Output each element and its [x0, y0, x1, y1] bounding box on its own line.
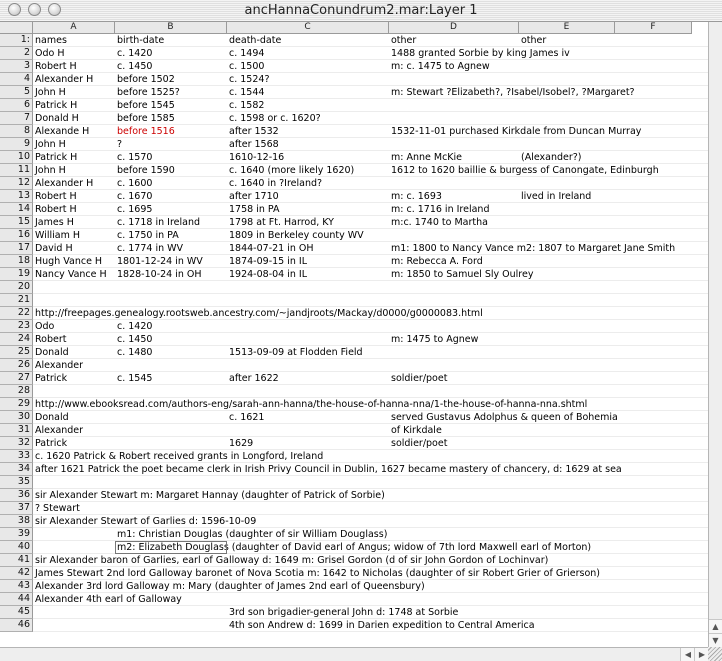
row-header[interactable]: 45: [0, 606, 33, 619]
cell-c-14[interactable]: 1758 in PA: [229, 204, 280, 215]
cell-b-27[interactable]: c. 1545: [117, 373, 153, 384]
cell-a-24[interactable]: Robert: [35, 334, 67, 345]
cell-c-7[interactable]: c. 1598 or c. 1620?: [229, 113, 321, 124]
row-header[interactable]: 3: [0, 60, 33, 73]
cell-a-7[interactable]: Donald H: [35, 113, 79, 124]
cell-a-2[interactable]: Odo H: [35, 48, 65, 59]
row-header[interactable]: 28: [0, 385, 33, 398]
cell-c-3[interactable]: c. 1500: [229, 61, 265, 72]
row-header[interactable]: 41: [0, 554, 33, 567]
cell-e-10[interactable]: (Alexander?): [521, 152, 582, 163]
row-header[interactable]: 30: [0, 411, 33, 424]
row-header[interactable]: 12: [0, 177, 33, 190]
cell-d-13[interactable]: m: c. 1693: [391, 191, 442, 202]
cell-d-24[interactable]: m: 1475 to Agnew: [391, 334, 479, 345]
cell-d-10[interactable]: m: Anne McKie: [391, 152, 463, 163]
row-header[interactable]: 6: [0, 99, 33, 112]
row-header[interactable]: 43: [0, 580, 33, 593]
cell-a-23[interactable]: Odo: [35, 321, 55, 332]
cell-b-5[interactable]: before 1525?: [117, 87, 180, 98]
cell-a-13[interactable]: Robert H: [35, 191, 77, 202]
column-header-d[interactable]: D: [389, 22, 519, 34]
cell-b-11[interactable]: before 1590: [117, 165, 175, 176]
cell-b-23[interactable]: c. 1420: [117, 321, 153, 332]
window-title: ancHannaConundrum2.mar:Layer 1: [244, 3, 478, 18]
row-header[interactable]: 13: [0, 190, 33, 203]
cell-b-24[interactable]: c. 1450: [117, 334, 153, 345]
row-header[interactable]: 21: [0, 294, 33, 307]
cell-b-4[interactable]: before 1502: [117, 74, 175, 85]
row-header[interactable]: 8: [0, 125, 33, 138]
column-header-b[interactable]: B: [115, 22, 227, 34]
row-header[interactable]: 44: [0, 593, 33, 606]
cell-a-6[interactable]: Patrick H: [35, 100, 78, 111]
cell-d-1[interactable]: other: [391, 35, 417, 46]
corner-cell[interactable]: [0, 22, 33, 34]
scroll-down-arrow-icon[interactable]: ▼: [709, 633, 722, 648]
cell-a-30[interactable]: Donald: [35, 412, 69, 423]
cell-d-19[interactable]: m: 1850 to Samuel Sly Oulrey: [391, 269, 534, 280]
cell-c-30[interactable]: c. 1621: [229, 412, 265, 423]
window-titlebar[interactable]: [0, 0, 722, 22]
cell-a-44[interactable]: Alexander 4th earl of Galloway: [35, 594, 182, 605]
scroll-right-arrow-icon[interactable]: ▶: [694, 648, 709, 661]
cell-c-5[interactable]: c. 1544: [229, 87, 265, 98]
row-header[interactable]: 35: [0, 476, 33, 489]
cell-a-8[interactable]: Alexande H: [35, 126, 90, 137]
cell-b-16[interactable]: c. 1750 in PA: [117, 230, 179, 241]
cell-d-3[interactable]: m: c. 1475 to Agnew: [391, 61, 490, 72]
cell-c-2[interactable]: c. 1494: [229, 48, 265, 59]
cell-c-9[interactable]: after 1568: [229, 139, 279, 150]
row-header[interactable]: 39: [0, 528, 33, 541]
row-header[interactable]: 29: [0, 398, 33, 411]
cell-a-1[interactable]: names: [35, 35, 67, 46]
cell-d-30[interactable]: served Gustavus Adolphus & queen of Bohemia: [391, 412, 618, 423]
cell-a-22[interactable]: http://freepages.genealogy.rootsweb.ancestry.com/~jandjroots/Mackay/d0000/g0000083.html: [35, 308, 483, 319]
cell-d-8[interactable]: 1532-11-01 purchased Kirkdale from Duncan Murray: [391, 126, 642, 137]
cell-d-5[interactable]: m: Stewart ?Elizabeth?, ?Isabel/Isobel?, ?Margaret?: [391, 87, 635, 98]
cell-a-4[interactable]: Alexander H: [35, 74, 94, 85]
cell-b-15[interactable]: c. 1718 in Ireland: [117, 217, 200, 228]
resize-grip-icon[interactable]: [708, 647, 722, 661]
row-header[interactable]: 2: [0, 47, 33, 60]
cell-a-3[interactable]: Robert H: [35, 61, 77, 72]
row-header[interactable]: 18: [0, 255, 33, 268]
cell-c-10[interactable]: 1610-12-16: [229, 152, 285, 163]
cell-d-18[interactable]: m: Rebecca A. Ford: [391, 256, 483, 267]
cell-d-32[interactable]: soldier/poet: [391, 438, 448, 449]
row-header[interactable]: 20: [0, 281, 33, 294]
column-header-e[interactable]: E: [519, 22, 615, 34]
cell-c-6[interactable]: c. 1582: [229, 100, 265, 111]
cell-d-14[interactable]: m: c. 1716 in Ireland: [391, 204, 490, 215]
row-header[interactable]: 26: [0, 359, 33, 372]
cell-b-8[interactable]: before 1516: [117, 126, 175, 137]
cell-a-16[interactable]: William H: [35, 230, 80, 241]
column-header-a[interactable]: A: [33, 22, 115, 34]
cell-a-5[interactable]: John H: [35, 87, 66, 98]
row-header[interactable]: 31: [0, 424, 33, 437]
row-header[interactable]: 17: [0, 242, 33, 255]
row-header[interactable]: 32: [0, 437, 33, 450]
row-header[interactable]: 42: [0, 567, 33, 580]
active-cell-outline: [115, 541, 227, 554]
cell-d-27[interactable]: soldier/poet: [391, 373, 448, 384]
row-header[interactable]: 7: [0, 112, 33, 125]
cell-a-42[interactable]: James Stewart 2nd lord Galloway baronet of Nova Scotia m: 1642 to Nicholas (daughter of sir Robert Grier of Grierson): [35, 568, 600, 579]
cell-a-9[interactable]: John H: [35, 139, 66, 150]
cell-c-13[interactable]: after 1710: [229, 191, 279, 202]
row-header[interactable]: 22: [0, 307, 33, 320]
cell-a-25[interactable]: Donald: [35, 347, 69, 358]
cell-c-12[interactable]: c. 1640 in ?Ireland?: [229, 178, 323, 189]
row-header[interactable]: 34: [0, 463, 33, 476]
cell-b-39[interactable]: m1: Christian Douglas (daughter of sir William Douglass): [117, 529, 388, 540]
cell-b-3[interactable]: c. 1450: [117, 61, 153, 72]
cell-c-8[interactable]: after 1532: [229, 126, 279, 137]
cell-a-31[interactable]: Alexander: [35, 425, 84, 436]
row-header[interactable]: 5: [0, 86, 33, 99]
cell-a-43[interactable]: Alexander 3rd lord Galloway m: Mary (daughter of James 2nd earl of Queensbury): [35, 581, 425, 592]
cell-b-12[interactable]: c. 1600: [117, 178, 153, 189]
cell-b-18[interactable]: 1801-12-24 in WV: [117, 256, 203, 267]
cell-d-17[interactable]: m1: 1800 to Nancy Vance m2: 1807 to Margaret Jane Smith: [391, 243, 676, 254]
cell-c-32[interactable]: 1629: [229, 438, 254, 449]
cell-a-27[interactable]: Patrick: [35, 373, 68, 384]
cell-a-10[interactable]: Patrick H: [35, 152, 78, 163]
cell-c-16[interactable]: 1809 in Berkeley county WV: [229, 230, 364, 241]
cell-b-2[interactable]: c. 1420: [117, 48, 153, 59]
row-header[interactable]: 27: [0, 372, 33, 385]
scroll-up-arrow-icon[interactable]: ▲: [709, 619, 722, 634]
cell-a-33[interactable]: c. 1620 Patrick & Robert received grants in Longford, Ireland: [35, 451, 324, 462]
row-header[interactable]: 23: [0, 320, 33, 333]
horizontal-scrollbar[interactable]: [0, 647, 708, 661]
row-header[interactable]: 1:: [0, 34, 33, 47]
cell-b-10[interactable]: c. 1570: [117, 152, 153, 163]
cell-d-15[interactable]: m:c. 1740 to Martha: [391, 217, 488, 228]
cell-c-25[interactable]: 1513-09-09 at Flodden Field: [229, 347, 363, 358]
cell-c-27[interactable]: after 1622: [229, 373, 279, 384]
cell-e-1[interactable]: other: [521, 35, 547, 46]
scroll-left-arrow-icon[interactable]: ◀: [680, 648, 695, 661]
cell-b-1[interactable]: birth-date: [117, 35, 165, 46]
cell-a-36[interactable]: sir Alexander Stewart m: Margaret Hannay (daughter of Patrick of Sorbie): [35, 490, 385, 501]
row-header[interactable]: 25: [0, 346, 33, 359]
row-header[interactable]: 37: [0, 502, 33, 515]
cell-a-11[interactable]: John H: [35, 165, 66, 176]
cell-d-31[interactable]: of Kirkdale: [391, 425, 442, 436]
cell-e-13[interactable]: lived in Ireland: [521, 191, 592, 202]
cell-a-32[interactable]: Patrick: [35, 438, 68, 449]
cell-c-15[interactable]: 1798 at Ft. Harrod, KY: [229, 217, 334, 228]
cell-b-19[interactable]: 1828-10-24 in OH: [117, 269, 202, 280]
cell-b-6[interactable]: before 1545: [117, 100, 175, 111]
column-header-c[interactable]: C: [227, 22, 389, 34]
row-header[interactable]: 38: [0, 515, 33, 528]
cell-b-13[interactable]: c. 1670: [117, 191, 153, 202]
cell-b-17[interactable]: c. 1774 in WV: [117, 243, 184, 254]
row-header[interactable]: 46: [0, 619, 33, 632]
cell-a-37[interactable]: ? Stewart: [35, 503, 80, 514]
cell-b-25[interactable]: c. 1480: [117, 347, 153, 358]
vertical-scrollbar[interactable]: [708, 22, 722, 647]
cell-c-17[interactable]: 1844-07-21 in OH: [229, 243, 314, 254]
row-header[interactable]: 19: [0, 268, 33, 281]
cell-a-34[interactable]: after 1621 Patrick the poet became clerk in Irish Privy Council in Dublin, 1627 became mastery of chancery, d: 1629 at sea: [35, 464, 622, 475]
row-header[interactable]: 16: [0, 229, 33, 242]
row-header[interactable]: 24: [0, 333, 33, 346]
row-header[interactable]: 15: [0, 216, 33, 229]
spreadsheet-grid[interactable]: [0, 22, 708, 647]
cell-c-46[interactable]: 4th son Andrew d: 1699 in Darien expedition to Central America: [229, 620, 535, 631]
row-header[interactable]: 9: [0, 138, 33, 151]
cell-d-11[interactable]: 1612 to 1620 baillie & burgess of Canongate, Edinburgh: [391, 165, 659, 176]
cell-a-38[interactable]: sir Alexander Stewart of Garlies d: 1596-10-09: [35, 516, 257, 527]
cell-a-18[interactable]: Hugh Vance H: [35, 256, 103, 267]
row-header[interactable]: 33: [0, 450, 33, 463]
row-header[interactable]: 10: [0, 151, 33, 164]
cell-a-19[interactable]: Nancy Vance H: [35, 269, 107, 280]
cell-a-41[interactable]: sir Alexander baron of Garlies, earl of Galloway d: 1649 m: Grisel Gordon (d of sir John Gordon of Lochinvar): [35, 555, 549, 566]
cell-a-29[interactable]: http://www.ebooksread.com/authors-eng/sarah-ann-hanna/the-house-of-hanna-nna/1-the-house-of-hanna-nna.shtml: [35, 399, 588, 410]
row-header[interactable]: 11: [0, 164, 33, 177]
cell-b-9[interactable]: ?: [117, 139, 123, 150]
row-header[interactable]: 40: [0, 541, 33, 554]
cell-c-4[interactable]: c. 1524?: [229, 74, 270, 85]
cell-c-1[interactable]: death-date: [229, 35, 282, 46]
cell-b-40[interactable]: m2: Elizabeth Douglass (daughter of David earl of Angus; widow of 7th lord Maxwell earl of Morton): [117, 542, 592, 553]
cell-c-18[interactable]: 1874-09-15 in IL: [229, 256, 308, 267]
cell-a-26[interactable]: Alexander: [35, 360, 84, 371]
cell-c-45[interactable]: 3rd son brigadier-general John d: 1748 at Sorbie: [229, 607, 459, 618]
cell-d-2[interactable]: 1488 granted Sorbie by king James iv: [391, 48, 570, 59]
cell-c-11[interactable]: c. 1640 (more likely 1620): [229, 165, 355, 176]
row-header[interactable]: 14: [0, 203, 33, 216]
cell-a-15[interactable]: James H: [35, 217, 74, 228]
row-header[interactable]: 4: [0, 73, 33, 86]
cell-b-7[interactable]: before 1585: [117, 113, 175, 124]
row-header[interactable]: 36: [0, 489, 33, 502]
cell-a-17[interactable]: David H: [35, 243, 73, 254]
cell-a-14[interactable]: Robert H: [35, 204, 77, 215]
cell-c-19[interactable]: 1924-08-04 in IL: [229, 269, 308, 280]
cell-a-12[interactable]: Alexander H: [35, 178, 94, 189]
column-header-f[interactable]: F: [615, 22, 692, 34]
cell-b-14[interactable]: c. 1695: [117, 204, 153, 215]
